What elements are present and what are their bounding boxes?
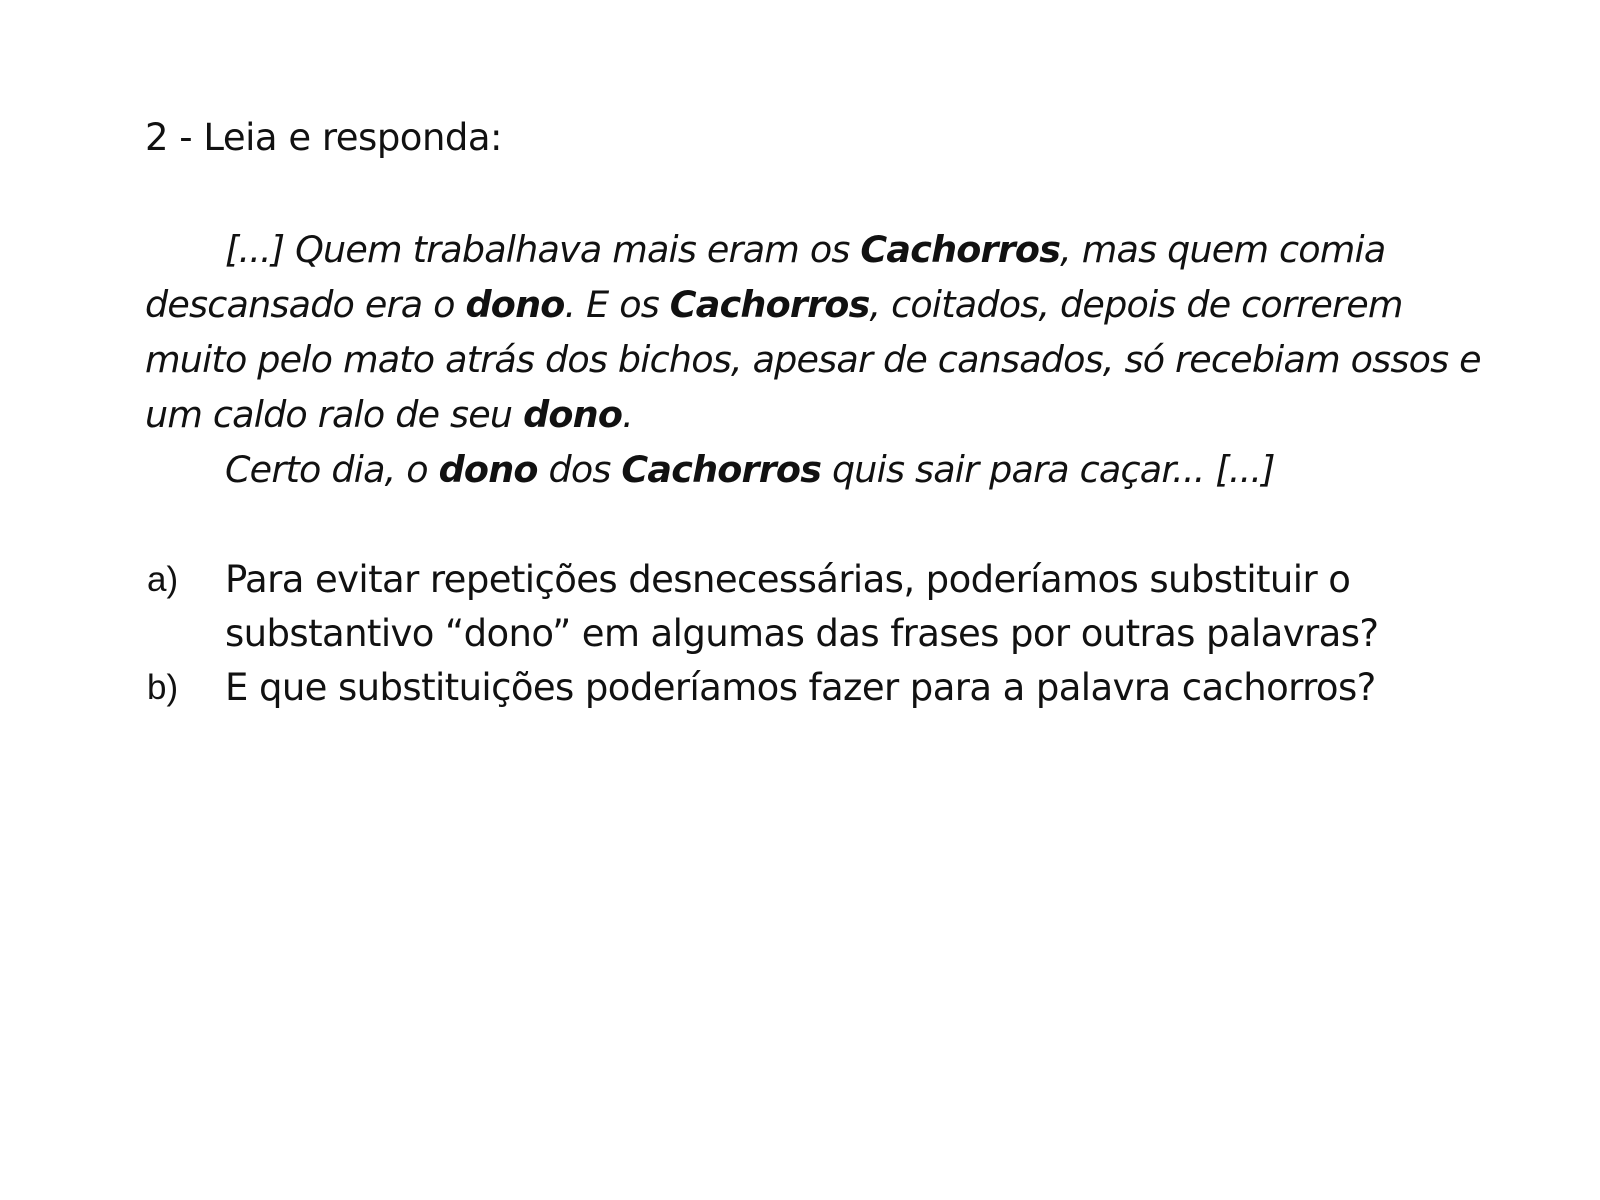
- question-list: [145, 553, 1485, 715]
- excerpt-bold-word: Cachorros: [669, 283, 870, 326]
- excerpt-text: .: [622, 393, 633, 436]
- excerpt-bold-word: dono: [465, 283, 565, 326]
- excerpt-text: dos: [537, 448, 622, 491]
- question-item-a: [145, 553, 1485, 661]
- excerpt-bold-word: Cachorros: [621, 448, 822, 491]
- excerpt-paragraph-1: [145, 222, 1485, 442]
- question-label: b): [147, 668, 179, 707]
- story-excerpt: [145, 222, 1485, 497]
- excerpt-text: Certo dia, o: [225, 448, 439, 491]
- excerpt-bold-word: Cachorros: [860, 228, 1061, 271]
- excerpt-bold-word: dono: [523, 393, 623, 436]
- exercise-heading: 2 - Leia e responda:: [145, 116, 503, 159]
- question-text: Para evitar repetições desnecessárias, poderíamos substituir o substantivo “dono” em algumas das frases por outras palavras?: [225, 558, 1379, 655]
- question-label: a): [147, 560, 179, 599]
- excerpt-text: , coitados, depois de correrem muito pelo mato atrás dos bichos, apesar de cansados, só recebiam ossos e um caldo ralo de seu: [145, 283, 1481, 436]
- question-item-b: [145, 661, 1485, 715]
- excerpt-paragraph-2: [145, 442, 1485, 497]
- question-text: E que substituições poderíamos fazer para a palavra cachorros?: [225, 666, 1376, 709]
- excerpt-bold-word: dono: [438, 448, 538, 491]
- excerpt-text: , mas quem comia descansado era o: [145, 228, 1386, 326]
- excerpt-text: . E os: [564, 283, 670, 326]
- excerpt-text: quis sair para caçar... [...]: [821, 448, 1275, 491]
- excerpt-text: [...] Quem trabalhava mais eram os: [225, 228, 861, 271]
